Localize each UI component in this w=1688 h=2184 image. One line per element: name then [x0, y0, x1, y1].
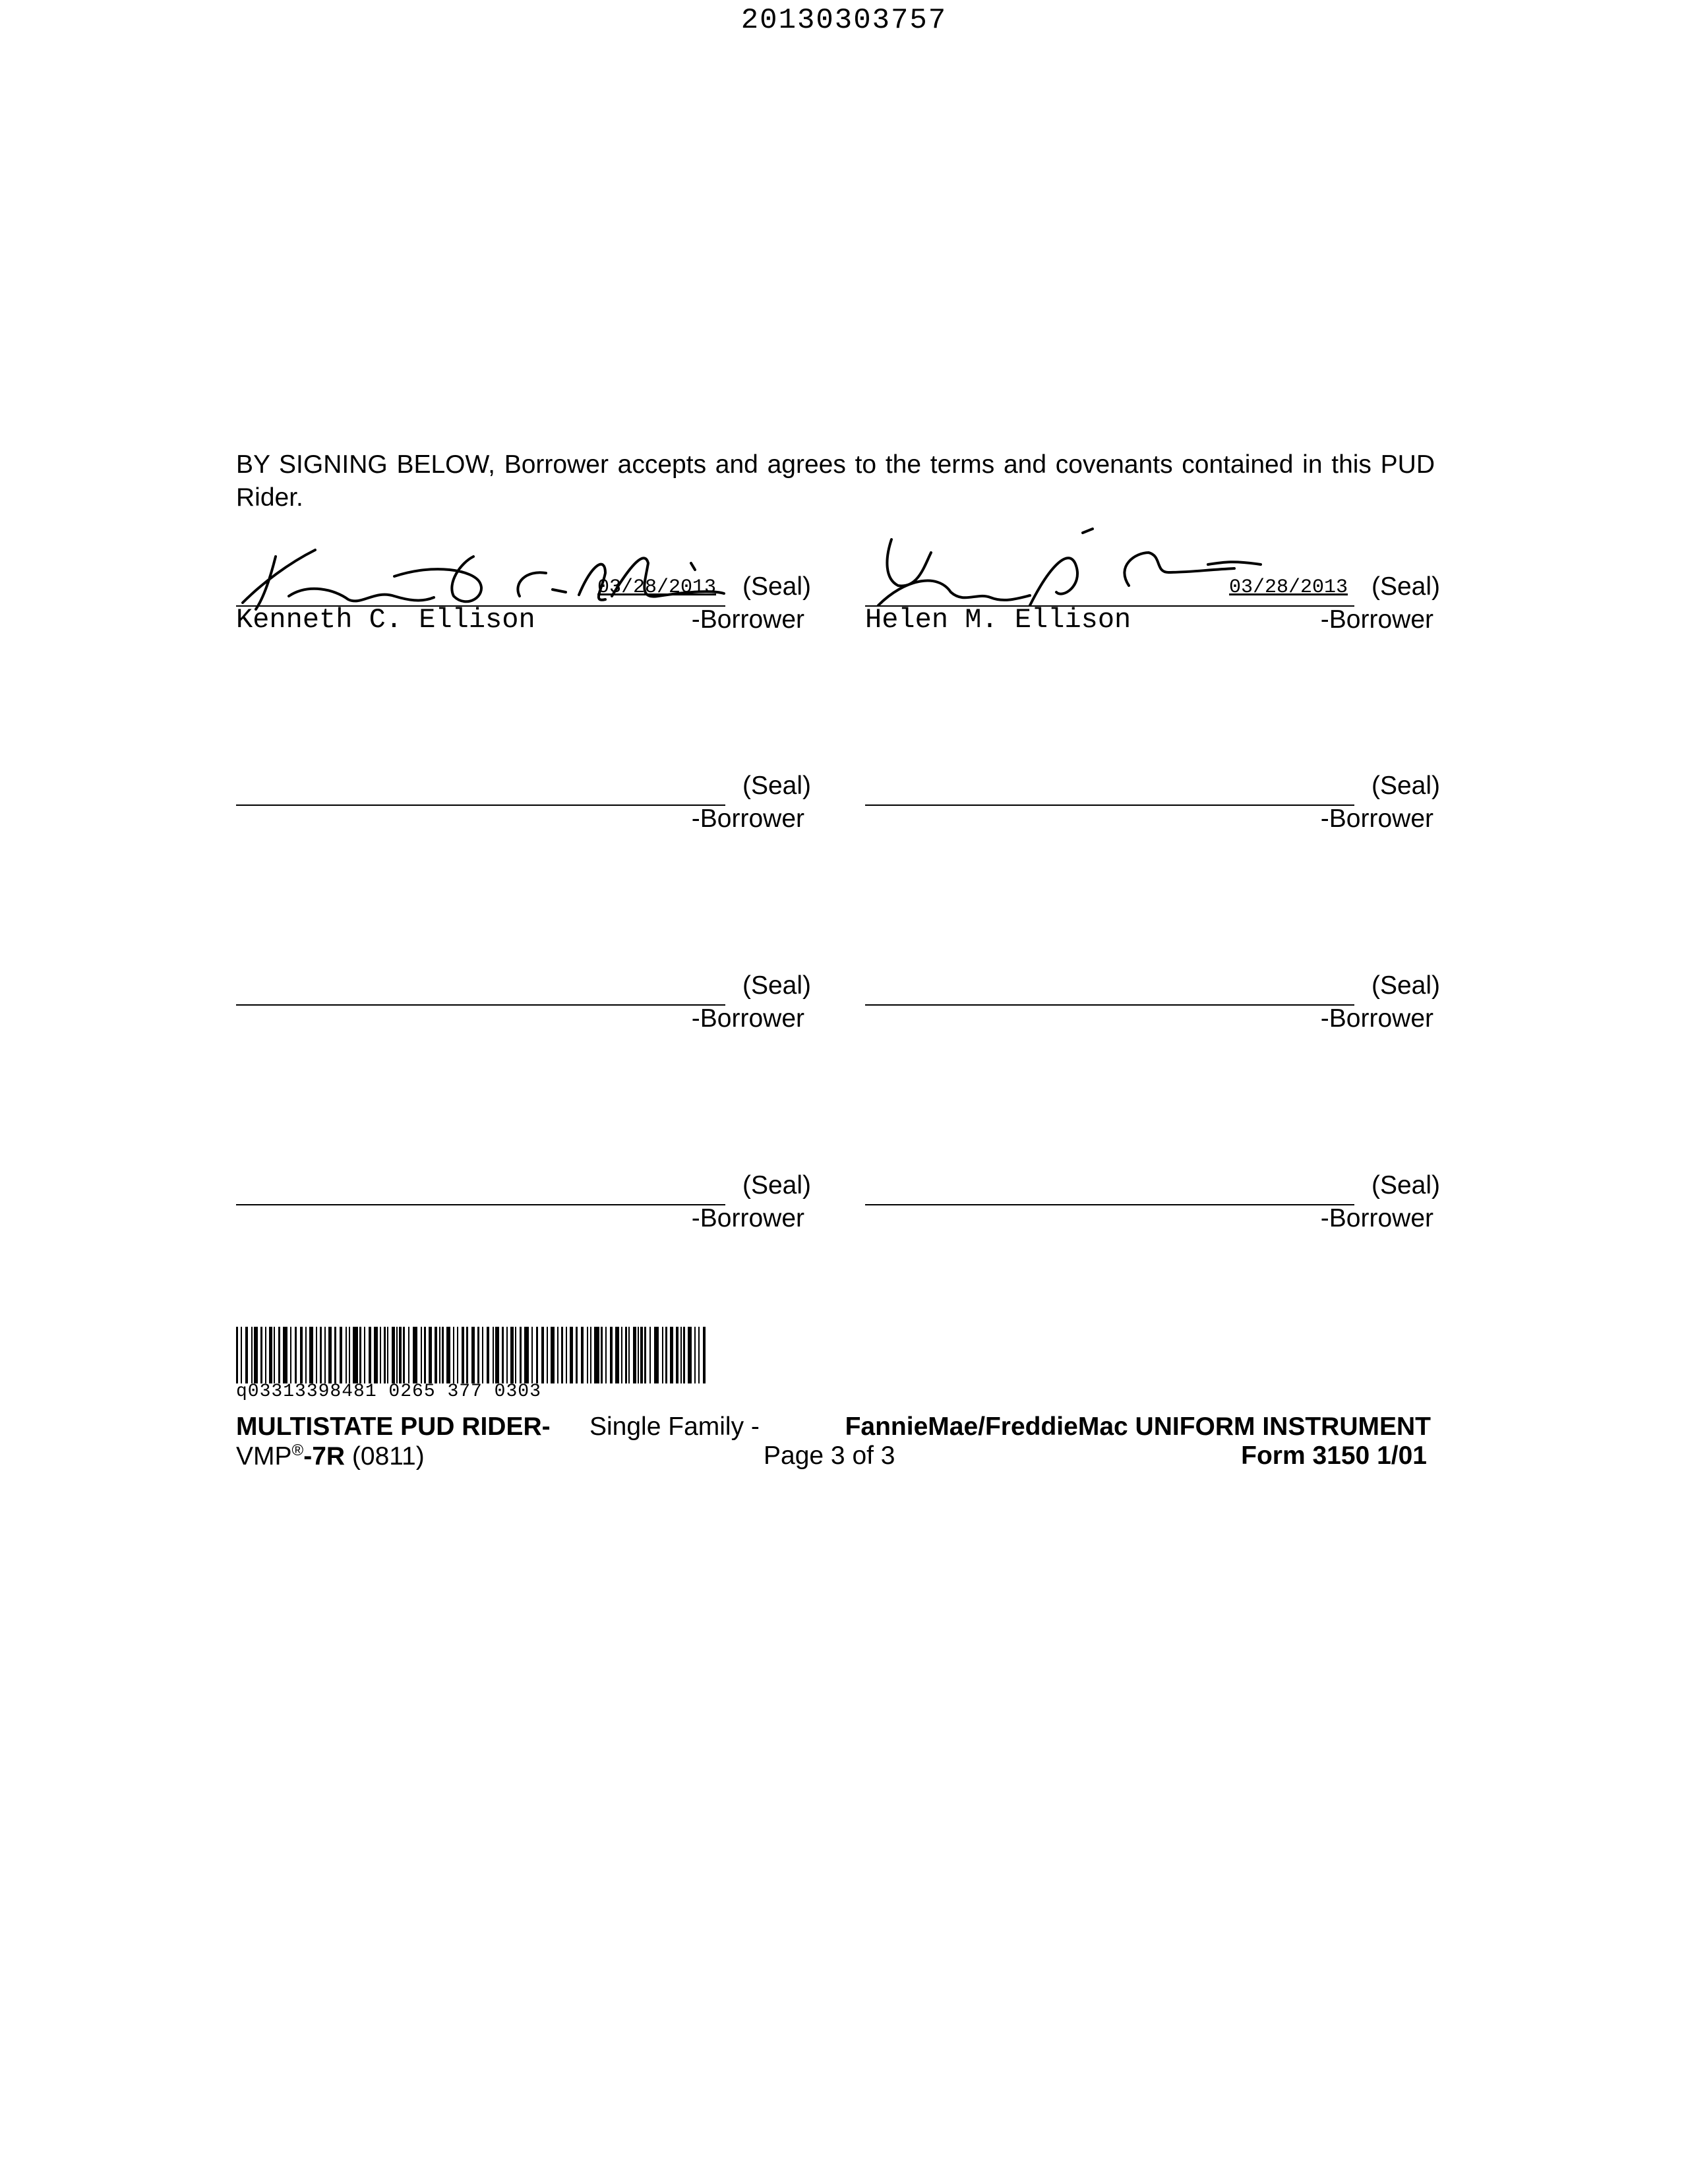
barcode-bar — [628, 1327, 630, 1383]
barcode-bar — [615, 1327, 619, 1383]
barcode-bar — [506, 1327, 508, 1383]
registered-mark: ® — [291, 1441, 304, 1459]
barcode-bar — [236, 1327, 238, 1383]
form-footer-title-line — [236, 1412, 1431, 1441]
barcode-bar — [396, 1327, 398, 1383]
borrower-label: -Borrower — [1320, 605, 1433, 634]
seal-label: (Seal) — [1371, 772, 1440, 800]
barcode-bar — [676, 1327, 678, 1383]
barcode-bar — [531, 1327, 533, 1383]
barcode-bar — [694, 1327, 696, 1383]
barcode-bar — [392, 1327, 395, 1383]
barcode-bar — [429, 1327, 432, 1383]
signature-line — [236, 1204, 725, 1205]
barcode-bar — [283, 1327, 287, 1383]
barcode-bar — [502, 1327, 504, 1383]
barcode-bar — [265, 1327, 266, 1383]
barcode-bar — [424, 1327, 426, 1383]
barcode-bar — [369, 1327, 371, 1383]
barcode-bar — [340, 1327, 342, 1383]
barcode-bar — [334, 1327, 336, 1383]
barcode-bar — [703, 1327, 706, 1383]
form-number: Form 3150 1/01 — [1241, 1441, 1427, 1470]
signature-block-blank — [236, 1165, 811, 1237]
barcode-bar — [493, 1327, 494, 1383]
barcode-bar — [688, 1327, 692, 1383]
barcode-bar — [260, 1327, 262, 1383]
barcode-bar — [380, 1327, 381, 1383]
signature-block-helen — [865, 566, 1440, 638]
barcode-image — [236, 1327, 707, 1383]
barcode-bar — [551, 1327, 555, 1383]
barcode-bar — [421, 1327, 422, 1383]
recording-number: 20130303757 — [740, 4, 948, 37]
barcode-bar — [570, 1327, 573, 1383]
barcode-bar — [581, 1327, 584, 1383]
seal-label: (Seal) — [1371, 971, 1440, 1000]
form-footer-info-line — [236, 1441, 1431, 1471]
form-family: Single Family - — [589, 1412, 760, 1441]
signing-statement: BY SIGNING BELOW, Borrower accepts and agrees to the terms and covenants contained in this PUD Rider. — [236, 450, 1435, 512]
barcode-bar — [547, 1327, 548, 1383]
barcode-bar — [557, 1327, 558, 1383]
barcode-bar — [384, 1327, 386, 1383]
vmp-form-code: -7R — [303, 1442, 346, 1471]
barcode-bar — [241, 1327, 242, 1383]
barcode-bar — [413, 1327, 417, 1383]
barcode-bar — [625, 1327, 627, 1383]
barcode-bar — [364, 1327, 365, 1383]
barcode-bar — [640, 1327, 643, 1383]
barcode-bar — [320, 1327, 322, 1383]
barcode-bar — [387, 1327, 388, 1383]
barcode-bar — [399, 1327, 402, 1383]
barcode-bar — [561, 1327, 563, 1383]
barcode-bar — [453, 1327, 454, 1383]
uniform-instrument-label: FannieMae/FreddieMac UNIFORM INSTRUMENT — [845, 1412, 1431, 1441]
barcode-bar — [245, 1327, 248, 1383]
barcode-bar — [638, 1327, 639, 1383]
barcode-bar — [346, 1327, 347, 1383]
barcode-bar — [670, 1327, 673, 1383]
barcode-bar — [510, 1327, 514, 1383]
signature-block-blank — [236, 765, 811, 837]
borrower-label: -Borrower — [691, 605, 804, 634]
vmp-code — [236, 1441, 425, 1471]
barcode-bar — [305, 1327, 307, 1383]
barcode-bar — [324, 1327, 326, 1383]
barcode-bar — [605, 1327, 607, 1383]
barcode-bar — [269, 1327, 272, 1383]
borrower-label: -Borrower — [691, 1204, 804, 1232]
barcode-bar — [442, 1327, 444, 1383]
barcode-bar — [649, 1327, 651, 1383]
barcode-bar — [680, 1327, 682, 1383]
barcode-bar — [251, 1327, 253, 1383]
barcode-bar — [520, 1327, 522, 1383]
barcode-bar — [254, 1327, 258, 1383]
signature-block-blank — [236, 965, 811, 1037]
barcode-bar — [524, 1327, 529, 1383]
barcode-bar — [576, 1327, 578, 1383]
barcode-text: q03313398481 0265 377 0303 — [236, 1381, 541, 1402]
barcode-bar — [590, 1327, 591, 1383]
barcode-bar — [295, 1327, 297, 1383]
barcode-bar — [439, 1327, 440, 1383]
seal-label: (Seal) — [1371, 572, 1440, 601]
barcode-bar — [644, 1327, 646, 1383]
barcode-bar — [316, 1327, 317, 1383]
barcode-bar — [566, 1327, 567, 1383]
vmp-version: (0811) — [351, 1442, 425, 1471]
barcode-bar — [477, 1327, 479, 1383]
signature-block-blank — [865, 965, 1440, 1037]
barcode-bar — [482, 1327, 483, 1383]
seal-label: (Seal) — [742, 971, 811, 1000]
barcode-bar — [487, 1327, 489, 1383]
borrower-label: -Borrower — [691, 804, 804, 833]
barcode-bar — [446, 1327, 450, 1383]
barcode-bar — [471, 1327, 475, 1383]
seal-label: (Seal) — [742, 1171, 811, 1199]
barcode-bar — [328, 1327, 332, 1383]
borrower-label: -Borrower — [1320, 1204, 1433, 1232]
signature-date: 03/28/2013 — [597, 576, 717, 599]
barcode-bar — [536, 1327, 538, 1383]
barcode-bar — [541, 1327, 544, 1383]
signature-line — [865, 804, 1354, 806]
barcode-bar — [515, 1327, 516, 1383]
barcode-bar — [610, 1327, 613, 1383]
barcode-bar — [698, 1327, 700, 1383]
barcode-bar — [403, 1327, 405, 1383]
signature-block-kenneth — [236, 566, 811, 638]
signature-line — [865, 1204, 1354, 1205]
barcode-bar — [466, 1327, 468, 1383]
barcode-bar — [408, 1327, 409, 1383]
seal-label: (Seal) — [742, 572, 811, 601]
barcode-bar — [274, 1327, 275, 1383]
signature-date: 03/28/2013 — [1229, 576, 1348, 599]
barcode-bar — [309, 1327, 313, 1383]
barcode-bar — [662, 1327, 663, 1383]
barcode-bar — [495, 1327, 499, 1383]
handwritten-signature-helen — [865, 526, 1274, 612]
borrower-label: -Borrower — [1320, 1004, 1433, 1033]
barcode-bar — [621, 1327, 622, 1383]
barcode-bar — [457, 1327, 458, 1383]
barcode-bar — [353, 1327, 358, 1383]
seal-label: (Seal) — [1371, 1171, 1440, 1199]
barcode-bar — [278, 1327, 280, 1383]
barcode-bar — [374, 1327, 378, 1383]
page-number: Page 3 of 3 — [764, 1441, 895, 1470]
barcode-bar — [683, 1327, 685, 1383]
barcode-bar — [601, 1327, 603, 1383]
signer-name: Helen M. Ellison — [865, 604, 1131, 636]
barcode-bar — [654, 1327, 659, 1383]
barcode-bar — [359, 1327, 361, 1383]
form-title: MULTISTATE PUD RIDER- — [236, 1412, 551, 1441]
barcode-bar — [587, 1327, 588, 1383]
signature-line — [236, 1004, 725, 1006]
barcode-bar — [633, 1327, 636, 1383]
borrower-label: -Borrower — [691, 1004, 804, 1033]
signer-name: Kenneth C. Ellison — [236, 604, 535, 636]
barcode-bar — [462, 1327, 464, 1383]
borrower-label: -Borrower — [1320, 804, 1433, 833]
signature-line — [236, 804, 725, 806]
signature-line — [865, 1004, 1354, 1006]
seal-label: (Seal) — [742, 772, 811, 800]
vmp-prefix: VMP — [236, 1442, 292, 1471]
barcode-bar — [594, 1327, 599, 1383]
barcode-bar — [665, 1327, 667, 1383]
signature-block-blank — [865, 1165, 1440, 1237]
barcode-bar — [435, 1327, 437, 1383]
barcode-bar — [300, 1327, 303, 1383]
signature-block-blank — [865, 765, 1440, 837]
barcode-bar — [349, 1327, 350, 1383]
barcode-bar — [290, 1327, 291, 1383]
